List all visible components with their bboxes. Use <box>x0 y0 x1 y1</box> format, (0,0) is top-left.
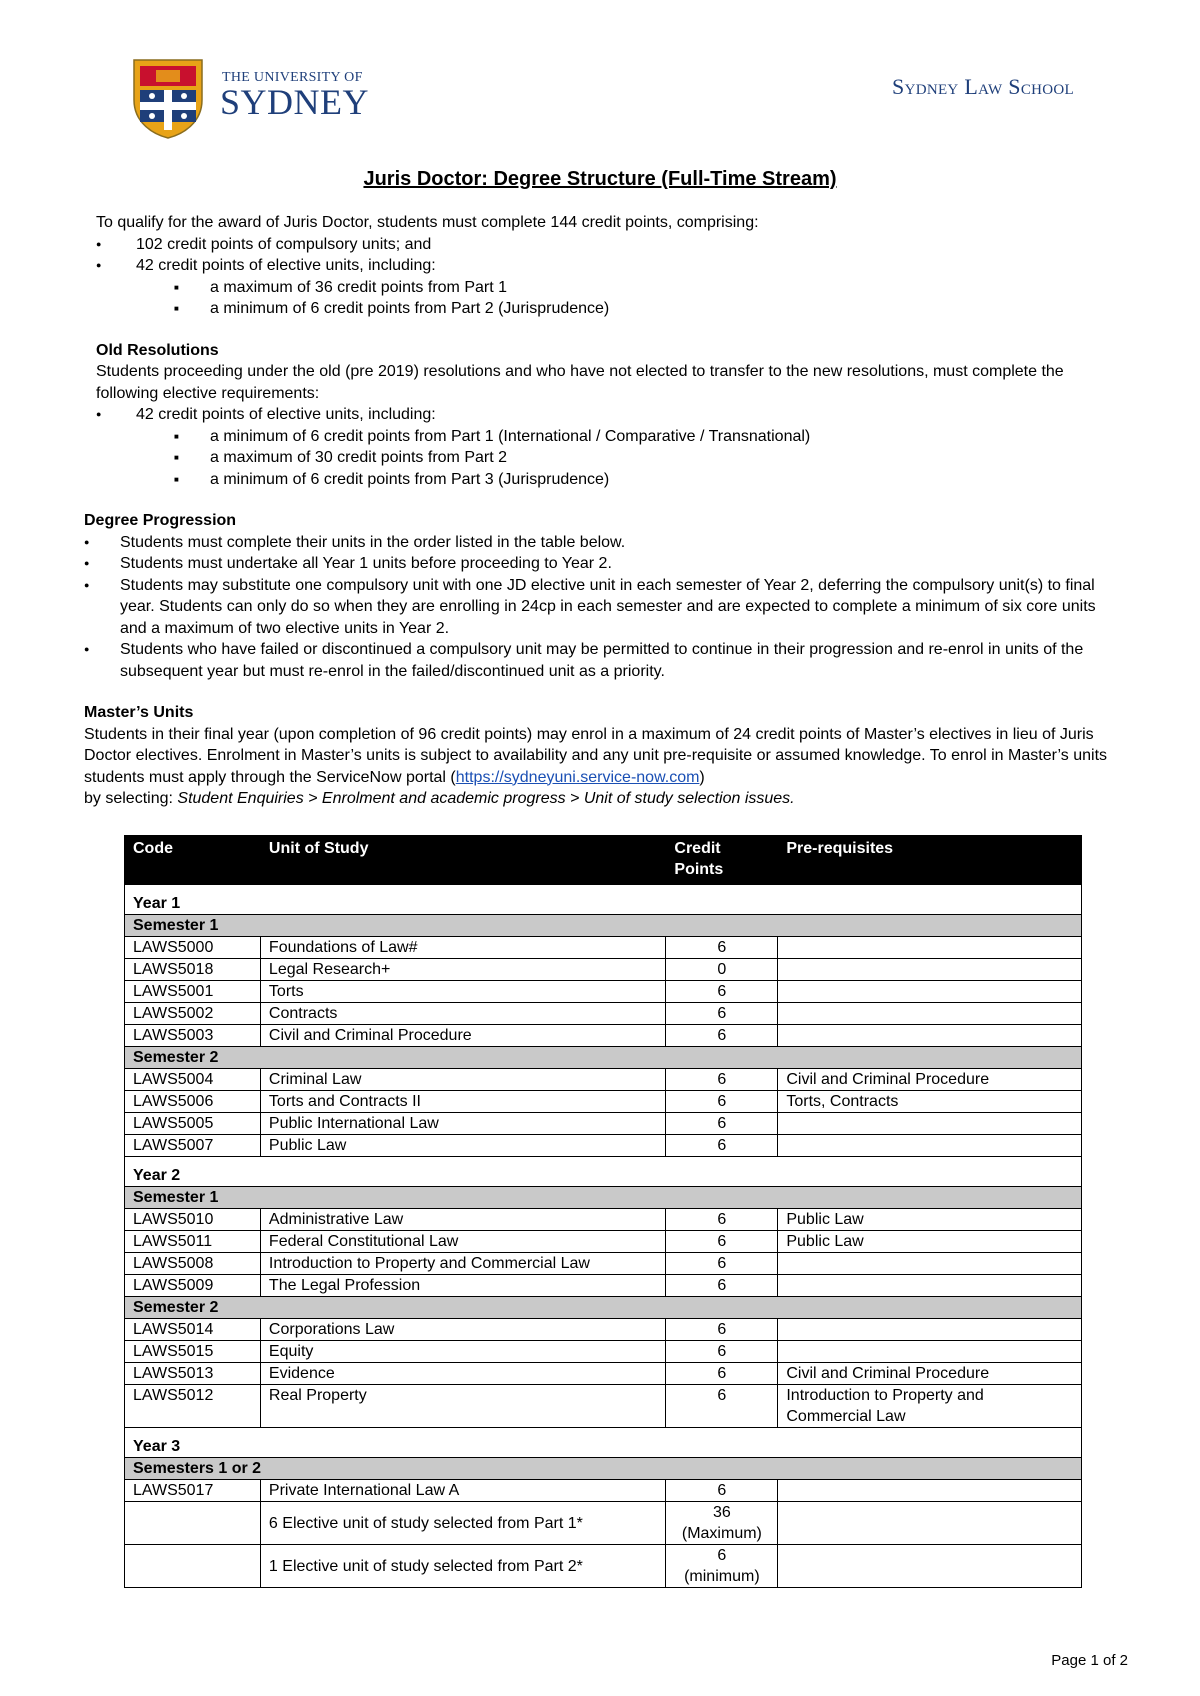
semester-row <box>125 1187 1082 1209</box>
semester-row <box>125 1047 1082 1069</box>
unit-code: LAWS5001 <box>125 981 261 1003</box>
list-item: ● Students must complete their units in the order listed in the table below. <box>84 532 1126 554</box>
unit-name: 6 Elective unit of study selected from Part 1* <box>260 1502 665 1545</box>
table-body <box>125 1209 1082 1297</box>
prerequisites <box>778 1135 1082 1157</box>
table-row <box>125 1113 1082 1135</box>
prereq-line: Commercial Law <box>786 1408 906 1425</box>
unit-code: LAWS5006 <box>125 1091 261 1113</box>
table-row <box>125 1275 1082 1297</box>
cp-line: (Maximum) <box>681 1525 762 1542</box>
year-label: Year 1 <box>125 885 1082 915</box>
credit-points: 6 <box>666 937 778 959</box>
year-row <box>125 1428 1082 1458</box>
sublist-item: ■ a maximum of 36 credit points from Part 1 <box>96 277 1126 299</box>
university-logo <box>130 56 370 140</box>
unit-code: LAWS5003 <box>125 1025 261 1047</box>
unit-name: Administrative Law <box>260 1209 665 1231</box>
university-name-line2: SYDNEY <box>220 82 370 122</box>
credit-points: 6 <box>666 1231 778 1253</box>
unit-name: Public International Law <box>260 1113 665 1135</box>
semester-label: Semester 2 <box>125 1297 1082 1319</box>
unit-code: LAWS5012 <box>125 1385 261 1428</box>
university-crest-icon <box>130 56 206 140</box>
semester-label: Semesters 1 or 2 <box>125 1458 1082 1480</box>
year-label: Year 2 <box>125 1157 1082 1187</box>
table-row <box>125 1502 1082 1545</box>
sublist-item: ■ a minimum of 6 credit points from Part 1 (International / Comparative / Transnational) <box>96 426 1126 448</box>
credit-points: 6 <box>666 981 778 1003</box>
table-row <box>125 1319 1082 1341</box>
year-label: Year 3 <box>125 1428 1082 1458</box>
old-resolutions-sublist <box>96 426 1126 491</box>
unit-name: Legal Research+ <box>260 959 665 981</box>
sublist-item: ■ a maximum of 30 credit points from Part 2 <box>96 447 1126 469</box>
header-unit: Unit of Study <box>260 836 665 885</box>
prerequisites: Civil and Criminal Procedure <box>778 1069 1082 1091</box>
intro-lead: To qualify for the award of Juris Doctor, students must complete 144 credit points, comprising: <box>96 214 759 231</box>
table-body <box>125 1047 1082 1069</box>
unit-name: Introduction to Property and Commercial Law <box>260 1253 665 1275</box>
intro-list <box>96 234 1126 320</box>
header-credit-points <box>666 836 778 885</box>
table-row <box>125 1545 1082 1588</box>
unit-name: Torts and Contracts II <box>260 1091 665 1113</box>
prerequisites <box>778 937 1082 959</box>
unit-name: Private International Law A <box>260 1480 665 1502</box>
credit-points: 6 <box>666 1319 778 1341</box>
cp-line: 6 <box>717 1547 727 1564</box>
credit-points <box>666 1545 778 1588</box>
header-code: Code <box>125 836 261 885</box>
sublist-item: ■ a minimum of 6 credit points from Part 2 (Jurisprudence) <box>96 298 1126 320</box>
unit-name: Public Law <box>260 1135 665 1157</box>
cp-line: 36 <box>712 1504 731 1521</box>
table-body <box>125 1297 1082 1319</box>
intro-sublist <box>96 277 1126 320</box>
table-row <box>125 1209 1082 1231</box>
unit-code: LAWS5005 <box>125 1113 261 1135</box>
degree-progression-heading: Degree Progression <box>84 512 237 529</box>
unit-name: Torts <box>260 981 665 1003</box>
credit-points: 6 <box>666 1091 778 1113</box>
cp-line: (minimum) <box>684 1568 760 1585</box>
unit-name: Corporations Law <box>260 1319 665 1341</box>
credit-points: 6 <box>666 1275 778 1297</box>
prereq-line: Introduction to Property and <box>786 1387 984 1404</box>
credit-points: 6 <box>666 1025 778 1047</box>
list-item-text: 42 credit points of elective units, including: <box>136 406 436 423</box>
table-row <box>125 937 1082 959</box>
list-item: ● 102 credit points of compulsory units; and <box>96 234 1126 256</box>
masters-text-part: by selecting: <box>84 790 178 807</box>
prerequisites <box>778 1502 1082 1545</box>
table-body <box>125 937 1082 1047</box>
table-body <box>125 1157 1082 1209</box>
prerequisites <box>778 1003 1082 1025</box>
table-row <box>125 1253 1082 1275</box>
table-body <box>125 1319 1082 1385</box>
prerequisites <box>778 1025 1082 1047</box>
unit-code: LAWS5013 <box>125 1363 261 1385</box>
page-number: Page 1 of 2 <box>1051 1652 1128 1669</box>
semester-row <box>125 915 1082 937</box>
credit-points: 6 <box>666 1480 778 1502</box>
list-item: ● Students may substitute one compulsory unit with one JD elective unit in each semester of Year 2, deferring the compulsory unit(s) to final year. Students can only do so when they are enrolling in 24cp in each semester and are expected to complete a minimum of six core units and a maximum of two elective units in Year 2. <box>84 575 1126 640</box>
prerequisites <box>778 1253 1082 1275</box>
unit-code <box>125 1545 261 1588</box>
unit-name: Contracts <box>260 1003 665 1025</box>
prerequisites: Public Law <box>778 1209 1082 1231</box>
list-item <box>96 255 1126 320</box>
unit-code: LAWS5010 <box>125 1209 261 1231</box>
units-table <box>124 835 1082 1588</box>
unit-code: LAWS5004 <box>125 1069 261 1091</box>
university-name-line1: THE UNIVERSITY OF <box>222 70 363 85</box>
credit-points: 6 <box>666 1069 778 1091</box>
prerequisites <box>778 1480 1082 1502</box>
table-row <box>125 959 1082 981</box>
credit-points: 6 <box>666 1135 778 1157</box>
servicenow-link[interactable]: https://sydneyuni.service-now.com <box>455 768 700 786</box>
semester-row <box>125 1297 1082 1319</box>
list-item: ● Students who have failed or discontinued a compulsory unit may be permitted to continue in their progression and re-enrol in units of the subsequent year but must re-enrol in the failed/discontinued unit as a priority. <box>84 639 1126 682</box>
table-row <box>125 1025 1082 1047</box>
progression-section <box>84 510 1126 810</box>
unit-code: LAWS5015 <box>125 1341 261 1363</box>
document-body <box>84 212 1126 810</box>
credit-points: 6 <box>666 1113 778 1135</box>
prerequisites <box>778 1319 1082 1341</box>
prerequisites <box>778 1545 1082 1588</box>
credit-points: 6 <box>666 1003 778 1025</box>
table-header-row <box>125 836 1082 885</box>
degree-progression-list <box>84 532 1126 683</box>
unit-code: LAWS5000 <box>125 937 261 959</box>
table-body <box>125 1385 1082 1588</box>
old-resolutions-text: Students proceeding under the old (pre 2019) resolutions and who have not elected to transfer to the new resolutions, must complete the following elective requirements: <box>96 363 1064 402</box>
unit-name: 1 Elective unit of study selected from Part 2* <box>260 1545 665 1588</box>
masters-units-heading: Master’s Units <box>84 704 194 721</box>
unit-code: LAWS5002 <box>125 1003 261 1025</box>
masters-text-part: Students in their final year (upon completion of 96 credit points) may enrol in a maximum of 24 credit points of Master’s electives in lieu of Juris Doctor electives. Enrolment in Master’s units is subject to availability and any unit pre-requisite or assumed knowledge. To enrol in Master’s units students must apply through the ServiceNow portal ( <box>84 725 1108 786</box>
credit-points: 6 <box>666 1385 778 1428</box>
credit-points: 6 <box>666 1363 778 1385</box>
prerequisites <box>778 981 1082 1003</box>
table-row <box>125 1385 1082 1428</box>
unit-name: Real Property <box>260 1385 665 1428</box>
unit-code: LAWS5011 <box>125 1231 261 1253</box>
old-resolutions-heading: Old Resolutions <box>96 341 219 359</box>
semester-row <box>125 1458 1082 1480</box>
table-row <box>125 981 1082 1003</box>
table-row <box>125 1069 1082 1091</box>
unit-code <box>125 1502 261 1545</box>
credit-points: 6 <box>666 1341 778 1363</box>
prerequisites: Public Law <box>778 1231 1082 1253</box>
list-item <box>96 404 1126 490</box>
semester-label: Semester 1 <box>125 1187 1082 1209</box>
list-item-text: 42 credit points of elective units, including: <box>136 257 436 274</box>
table-row <box>125 1231 1082 1253</box>
credit-points: 6 <box>666 1253 778 1275</box>
table-row <box>125 1003 1082 1025</box>
unit-name: Foundations of Law# <box>260 937 665 959</box>
table-row <box>125 1341 1082 1363</box>
selection-path: Student Enquiries > Enrolment and academic progress > Unit of study selection issues. <box>177 790 795 807</box>
unit-code: LAWS5007 <box>125 1135 261 1157</box>
credit-points: 0 <box>666 959 778 981</box>
unit-name: Equity <box>260 1341 665 1363</box>
sublist-item: ■ a minimum of 6 credit points from Part 3 (Jurisprudence) <box>96 469 1126 491</box>
unit-name: Federal Constitutional Law <box>260 1231 665 1253</box>
prerequisites: Torts, Contracts <box>778 1091 1082 1113</box>
unit-code: LAWS5018 <box>125 959 261 981</box>
old-resolutions-list <box>96 404 1126 490</box>
unit-code: LAWS5009 <box>125 1275 261 1297</box>
prerequisites <box>778 959 1082 981</box>
semester-label: Semester 2 <box>125 1047 1082 1069</box>
masters-units-text <box>84 724 1126 810</box>
unit-code: LAWS5008 <box>125 1253 261 1275</box>
table-body <box>125 885 1082 937</box>
table-row <box>125 1091 1082 1113</box>
unit-code: LAWS5014 <box>125 1319 261 1341</box>
masters-text-part: ) <box>699 768 705 786</box>
unit-name: Evidence <box>260 1363 665 1385</box>
year-row <box>125 1157 1082 1187</box>
header-cp-line1: Credit <box>674 840 721 857</box>
table-body <box>125 1069 1082 1157</box>
unit-code: LAWS5017 <box>125 1480 261 1502</box>
header-prerequisites: Pre-requisites <box>778 836 1082 885</box>
school-name: Sydney Law School <box>892 74 1074 99</box>
document-title: Juris Doctor: Degree Structure (Full-Time Stream) <box>363 168 837 190</box>
unit-name: The Legal Profession <box>260 1275 665 1297</box>
credit-points <box>666 1502 778 1545</box>
prerequisites <box>778 1275 1082 1297</box>
prerequisites <box>778 1113 1082 1135</box>
header-cp-line2: Points <box>674 861 724 878</box>
list-item: ● Students must undertake all Year 1 units before proceeding to Year 2. <box>84 553 1126 575</box>
semester-label: Semester 1 <box>125 915 1082 937</box>
table-row <box>125 1135 1082 1157</box>
prerequisites <box>778 1385 1082 1428</box>
prerequisites <box>778 1341 1082 1363</box>
table-row <box>125 1480 1082 1502</box>
unit-name: Civil and Criminal Procedure <box>260 1025 665 1047</box>
prerequisites: Civil and Criminal Procedure <box>778 1363 1082 1385</box>
unit-name: Criminal Law <box>260 1069 665 1091</box>
table-row <box>125 1363 1082 1385</box>
year-row <box>125 885 1082 915</box>
credit-points: 6 <box>666 1209 778 1231</box>
